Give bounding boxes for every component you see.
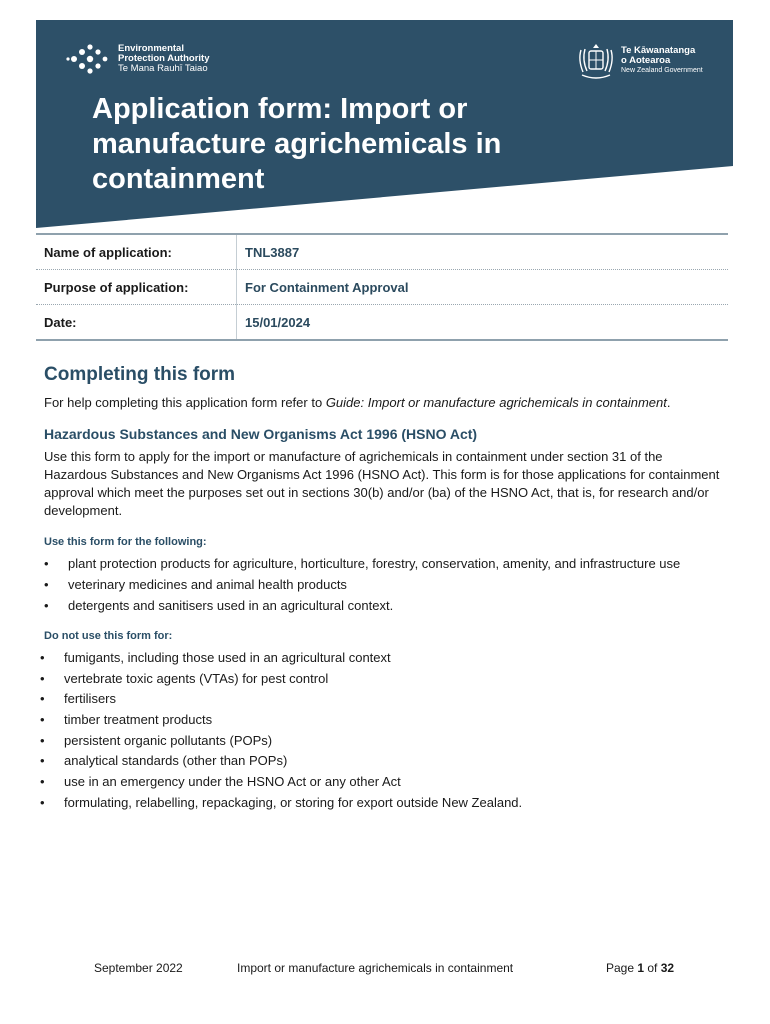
purpose-of-application-label: Purpose of application: (36, 270, 237, 305)
use-heading: Use this form for the following: (44, 536, 207, 548)
list-item: • timber treatment products (44, 712, 724, 728)
dont-use-heading: Do not use this form for: (44, 630, 173, 642)
list-item: • fumigants, including those used in an agricultural context (44, 650, 724, 666)
header-banner (36, 20, 733, 228)
list-item: • detergents and sanitisers used in an agricultural context. (44, 598, 724, 614)
act-paragraph: Use this form to apply for the import or manufacture of agrichemicals in containment under section 31 of the Hazardous Substances and New Organisms Act 1996 (HSNO Act). This form is for those applications for containment approval which meet the purposes set out in sections 30(b) and/or (ba) of the HSNO Act, that is, for research and/or development. (44, 449, 720, 518)
guide-reference: Guide: Import or manufacture agrichemicals in containment (325, 395, 667, 410)
help-paragraph (44, 394, 724, 412)
govt-name-line1: Te Kāwanatanga (621, 45, 696, 56)
list-item: • plant protection products for agriculture, horticulture, forestry, conservation, amenity, and infrastructure use (44, 556, 724, 572)
page-current: 1 (637, 961, 645, 975)
application-info-table (36, 233, 728, 341)
epa-name-line1: Environmental (118, 43, 184, 54)
main-content (44, 364, 724, 816)
page-prefix: Page (606, 961, 638, 975)
govt-name-line2: o Aotearoa (621, 55, 671, 66)
date-label: Date: (36, 305, 237, 341)
coat-of-arms-icon (576, 42, 616, 80)
use-list (44, 556, 724, 614)
page-title: Application form: Import or manufacture agrichemicals in containment (92, 93, 502, 195)
help-text-prefix: For help completing this application form refer to (44, 395, 326, 410)
list-item: • vertebrate toxic agents (VTAs) for pest control (44, 671, 724, 687)
list-item: • fertilisers (44, 691, 724, 707)
table-row (36, 270, 728, 305)
table-row (36, 234, 728, 270)
list-item: • veterinary medicines and animal health products (44, 577, 724, 593)
nz-government-logo (576, 42, 703, 80)
footer-date: September 2022 (94, 961, 183, 975)
dont-use-list (44, 650, 724, 811)
help-text-suffix: . (666, 395, 671, 410)
epa-name-line2: Protection Authority (118, 53, 210, 64)
table-row (36, 305, 728, 341)
govt-name-line3: New Zealand Government (621, 67, 703, 74)
page-number (606, 961, 674, 975)
list-item: • persistent organic pollutants (POPs) (44, 733, 724, 749)
name-of-application-label: Name of application: (36, 234, 237, 270)
date-value[interactable]: 15/01/2024 (237, 305, 729, 341)
list-item: • formulating, relabelling, repackaging, or storing for export outside New Zealand. (44, 795, 724, 811)
epa-name-line3: Te Mana Rauhī Taiao (118, 63, 208, 74)
name-of-application-value[interactable]: TNL3887 (237, 234, 729, 270)
footer-doc-title: Import or manufacture agrichemicals in containment (237, 961, 514, 975)
section-heading: Completing this form (44, 364, 236, 385)
page-sep: of (644, 961, 661, 975)
epa-logo (66, 42, 209, 76)
list-item: • use in an emergency under the HSNO Act or any other Act (44, 774, 724, 790)
epa-logo-icon (66, 42, 110, 76)
page-total: 32 (660, 961, 675, 975)
list-item: • analytical standards (other than POPs) (44, 753, 724, 769)
purpose-of-application-value[interactable]: For Containment Approval (237, 270, 729, 305)
act-heading: Hazardous Substances and New Organisms Act 1996 (HSNO Act) (44, 426, 478, 442)
